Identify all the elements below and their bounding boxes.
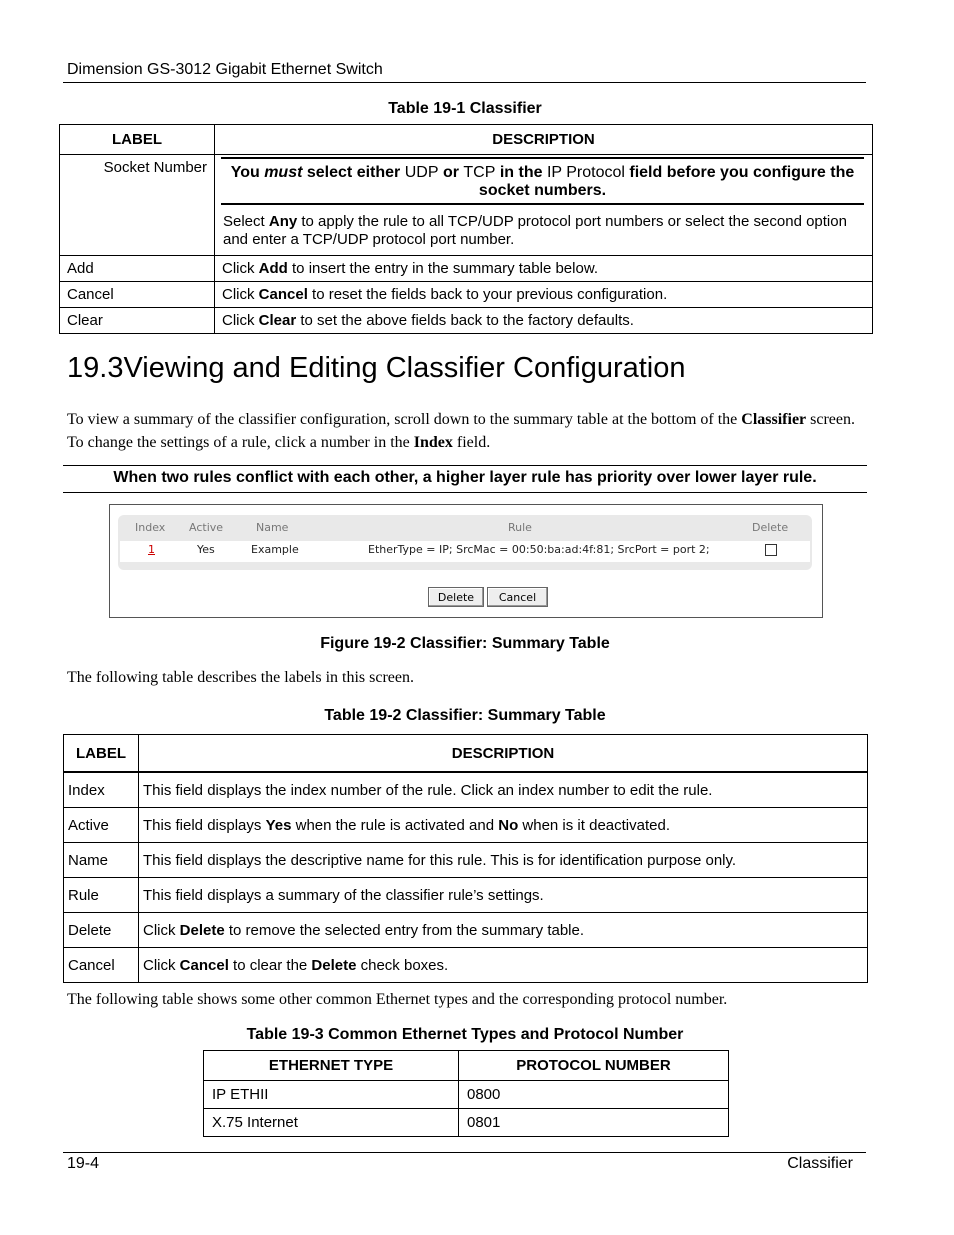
row-description: Click Cancel to reset the fields back to your previous configuration. [215,282,873,308]
chapter-name: Classifier [787,1155,853,1172]
row-description: Click Add to insert the entry in the summary table below. [215,256,873,282]
table1-header-description: DESCRIPTION [215,125,873,155]
table-row [64,878,868,913]
table-row [64,808,868,843]
table2-header-description: DESCRIPTION [139,735,868,773]
table-row [60,256,873,282]
footer-rule [63,1152,866,1153]
header-rule [63,82,866,83]
table-row [60,155,873,256]
summary-table-screenshot [109,504,823,618]
cancel-button[interactable]: Cancel [487,587,548,607]
table3-caption: Table 19-3 Common Ethernet Types and Protocol Number [246,1026,684,1043]
active-value: Yes [197,543,215,556]
table-row [64,948,868,983]
index-link[interactable]: 1 [148,543,155,556]
rule-value: EtherType = IP; SrcMac = 00:50:ba:ad:4f:81; SrcPort = port 2; [368,543,710,556]
protocol-number: 0801 [459,1109,729,1137]
row-description: This field displays the index number of the rule. Click an index number to edit the rule. [139,772,868,808]
ethernet-types-table [203,1050,729,1137]
table-row [64,843,868,878]
table-row [120,541,810,562]
row-description: Click Cancel to clear the Delete check boxes. [139,948,868,983]
row-label: Cancel [64,948,139,983]
col-header-active: Active [189,521,224,534]
section-heading: 19.3Viewing and Editing Classifier Configuration [67,352,686,384]
paragraph: The following table shows some other common Ethernet types and the corresponding protocol number. [67,991,728,1008]
classifier-table [59,124,873,334]
row-label: Active [64,808,139,843]
row-label: Delete [64,913,139,948]
intro-paragraph: To view a summary of the classifier configuration, scroll down to the summary table at the bottom of the Classifier screen. To change the settings of a rule, click a number in the Index field. [67,411,855,451]
summary-table-panel [118,515,812,570]
name-value: Example [251,543,299,556]
table3-header-number: PROTOCOL NUMBER [459,1051,729,1081]
table3-header-type: ETHERNET TYPE [204,1051,459,1081]
table2-header-label: LABEL [64,735,139,773]
delete-button[interactable]: Delete [428,587,484,607]
running-header: Dimension GS-3012 Gigabit Ethernet Switch [67,61,383,78]
table-row [64,772,868,808]
row-label: Index [64,772,139,808]
row-description: Click Delete to remove the selected entry from the summary table. [139,913,868,948]
row-label: Clear [60,308,215,334]
socket-note: You must select either UDP or TCP in the IP Protocol field before you configure the socket numbers. [221,157,864,205]
socket-description-text: Select Any to apply the rule to all TCP/UDP protocol port numbers or select the second option and enter a TCP/UDP protocol port number. [223,213,847,248]
table1-caption: Table 19-1 Classifier [388,100,542,117]
table-row [60,308,873,334]
col-header-name: Name [256,521,289,534]
col-header-delete: Delete [752,521,789,534]
table-row [60,282,873,308]
row-description: This field displays a summary of the classifier rule’s settings. [139,878,868,913]
page-number: 19-4 [67,1155,100,1172]
col-header-rule: Rule [508,521,532,534]
table-row [204,1081,729,1109]
row-description: Click Clear to set the above fields back to the factory defaults. [215,308,873,334]
paragraph: The following table describes the labels in this screen. [67,669,415,686]
table-row [64,913,868,948]
table1-header-label: LABEL [60,125,215,155]
ethernet-type: X.75 Internet [204,1109,459,1137]
row-description: This field displays the descriptive name for this rule. This is for identification purpose only. [139,843,868,878]
row-description: This field displays Yes when the rule is activated and No when is it deactivated. [139,808,868,843]
socket-number-description [215,155,873,256]
socket-number-label: Socket Number [60,155,215,256]
table2-caption: Table 19-2 Classifier: Summary Table [324,707,606,724]
row-label: Cancel [60,282,215,308]
row-label: Rule [64,878,139,913]
row-label: Add [60,256,215,282]
protocol-number: 0800 [459,1081,729,1109]
row-label: Name [64,843,139,878]
delete-checkbox[interactable] [765,544,777,556]
ethernet-type: IP ETHII [204,1081,459,1109]
col-header-index: Index [135,521,166,534]
figure-caption: Figure 19-2 Classifier: Summary Table [320,635,610,652]
conflict-note: When two rules conflict with each other, a higher layer rule has priority over lower layer rule. [63,465,867,493]
summary-labels-table [63,734,868,983]
table-row [204,1109,729,1137]
